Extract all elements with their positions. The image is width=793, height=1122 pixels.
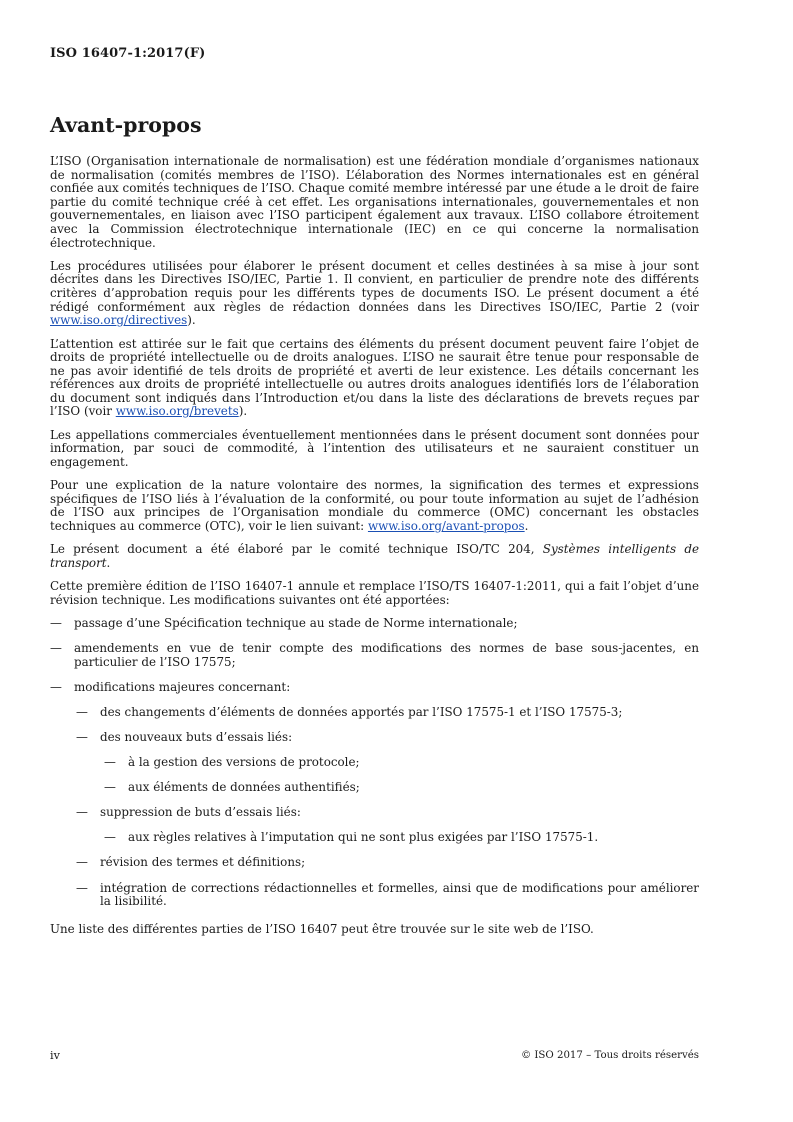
paragraph-committee [50,543,699,570]
paragraph-committee-text: Le présent document a été élaboré par le comité technique ISO/TC 204, [50,542,543,557]
paragraph-voluntary-end: . [524,519,529,533]
list-item-text: suppression de buts d’essais liés: [100,805,301,820]
copyright-notice: © ISO 2017 – Tous droits réservés [520,1050,699,1061]
list-item [76,806,699,820]
list-dash: — [50,616,62,631]
list-item-text: des nouveaux buts d’essais liés: [100,730,293,744]
list-dash: — [50,679,62,694]
list-dash: — [104,830,116,845]
paragraph-committee-end: . [106,555,111,570]
list-item-text: modifications majeures concernant: [74,679,291,694]
list-dash: — [50,641,62,656]
foreword-body [50,155,699,946]
list-dash: — [104,755,116,770]
list-item [76,731,699,745]
list-item [50,681,699,695]
paragraph-patents [50,338,699,420]
list-item [104,781,699,795]
page-number: iv [50,1049,60,1062]
paragraph-procedures-text: Les procédures utilisées pour élaborer le présent document et celles destinées à sa mise à jour sont décrites dans les Directives ISO/IEC, Partie 1. Il convient, en particulier de prendre note des différents critères d’approbation requis pour les différents types de documents ISO. Le présent document a été rédigé conformément aux règles de rédaction données dans les Directives ISO/IEC, Partie 2 (voir [50,258,699,314]
list-item [50,617,699,631]
paragraph-trade-names: Les appellations commerciales éventuellement mentionnées dans le présent document sont données pour information, par souci de commodité, à l’intention des utilisateurs et ne sauraient constituer un engagement. [50,427,699,469]
list-item-text: des changements d’éléments de données apportés par l’ISO 17575-1 et l’ISO 17575-3; [100,704,623,719]
list-item [104,831,699,845]
paragraph-voluntary-text: Pour une explication de la nature volontaire des normes, la signification des termes et expressions spécifiques de l’ISO liés à l’évaluation de la conformité, ou pour toute information au sujet de l’adhésion de l’ISO aux principes de l’Organisation mondiale du commerce (OMC) concernant les obstacles techniques au commerce (OTC), voir le lien suivant: [50,478,699,533]
list-dash: — [76,730,88,744]
paragraph-voluntary-nature [50,479,699,533]
paragraph-procedures-end: ). [187,313,196,328]
list-dash: — [104,780,116,795]
list-item-text: aux règles relatives à l’imputation qui ne sont plus exigées par l’ISO 17575-1. [128,830,599,845]
paragraph-parts-list: Une liste des différentes parties de l’ISO 16407 peut être trouvée sur le site web de l’ISO. [50,921,594,936]
committee-title: Systèmes intelligents de transport [50,542,699,570]
list-item [50,642,699,669]
paragraph-patents-text: L’attention est attirée sur le fait que certains des éléments du présent document peuvent faire l’objet de droits de propriété intellectuelle ou de droits analogues. L’ISO ne saurait être tenue pour responsable de ne pas avoir identifié de tels droits de propriété et averti de leur existence. Les détails concernant les références aux droits de propriété intellectuelle ou autres droits analogues identifiés lors de l’élaboration du document sont indiqués dans l’Introduction et/ou dans la liste des déclarations de brevets reçues par l’ISO (voir [50,336,699,419]
paragraph-procedures [50,260,699,328]
page-title: Avant-propos [50,113,202,137]
list-item-text: révision des termes et définitions; [100,855,306,870]
list-item-text: à la gestion des versions de protocole; [128,755,360,770]
list-item [76,882,699,909]
list-item [76,856,699,870]
list-dash: — [76,805,88,820]
list-item-text: passage d’une Spécification technique au stade de Norme internationale; [74,616,518,631]
list-item [104,756,699,770]
document-id-header: ISO 16407-1:2017(F) [50,46,206,61]
paragraph-edition: Cette première édition de l’ISO 16407-1 annule et remplace l’ISO/TS 16407-1:2011, qui a fait l’objet d’une révision technique. Les modifications suivantes ont été apportées: [50,579,699,607]
patents-link[interactable]: www.iso.org/brevets [115,404,239,419]
list-item-text: intégration de corrections rédactionnelles et formelles, ainsi que de modifications pour améliorer la lisibilité. [100,880,699,909]
foreword-link[interactable]: www.iso.org/avant-propos [367,519,525,533]
list-item-text: amendements en vue de tenir compte des modifications des normes de base sous-jacentes, en particulier de l’ISO 17575; [74,641,699,669]
paragraph-patents-end: ). [238,404,248,419]
paragraph-iso-organisation: L’ISO (Organisation internationale de normalisation) est une fédération mondiale d’organismes nationaux de normalisation (comités membres de l’ISO). L’élaboration des Normes internationales est en général confiée aux comités techniques de l’ISO. Chaque comité membre intéressé par une étude a le droit de faire partie du comité technique créé à cet effet. Les organisations internationales, gouvernementales et non gouvernementales, en liaison avec l’ISO participent également aux travaux. L’ISO collabore étroitement avec la Commission électrotechnique internationale (IEC) en ce qui concerne la normalisation électrotechnique. [50,154,699,250]
directives-link[interactable]: www.iso.org/directives [50,313,188,328]
list-dash: — [76,704,88,719]
list-item [76,706,699,720]
list-item-text: aux éléments de données authentifiés; [128,780,360,795]
list-dash: — [76,880,88,895]
list-dash: — [76,855,88,870]
